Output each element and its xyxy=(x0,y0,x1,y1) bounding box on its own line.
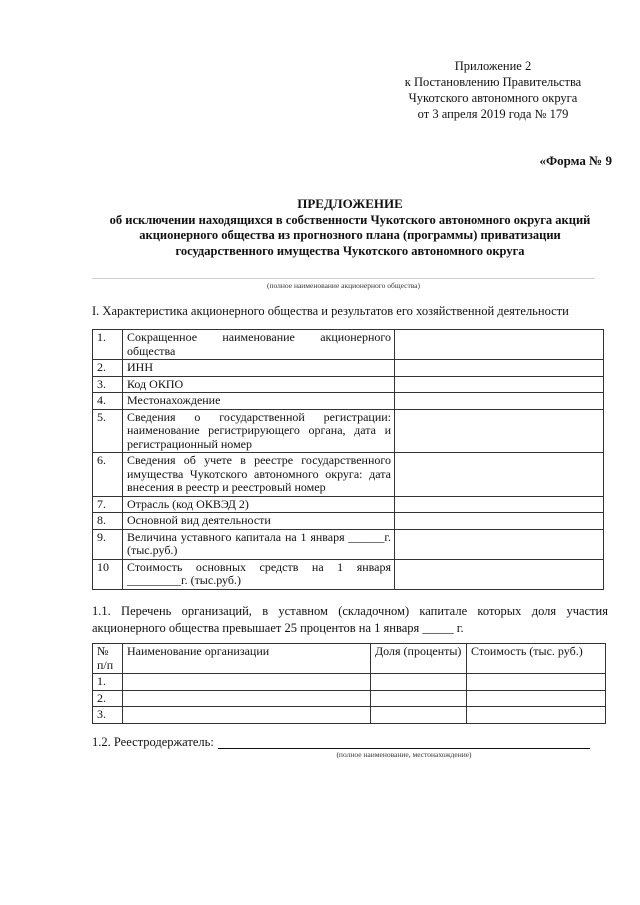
row-number: 8. xyxy=(93,513,123,530)
row-value-cell[interactable] xyxy=(395,376,604,393)
row-description: Отрасль (код ОКВЭД 2) xyxy=(123,496,395,513)
row-value-cell[interactable] xyxy=(395,409,604,453)
row-description: Сведения о государственной регистрации: наименование регистрирующего органа, дата и регистрационный номер xyxy=(123,409,395,453)
document-title xyxy=(80,196,620,259)
title-main: ПРЕДЛОЖЕНИЕ xyxy=(297,196,403,211)
header-share: Доля (проценты) xyxy=(371,644,467,674)
cost-cell[interactable] xyxy=(467,674,606,691)
header-num: № п/п xyxy=(93,644,123,674)
row-value-cell[interactable] xyxy=(395,393,604,410)
appendix-line: Чукотского автономного округа xyxy=(408,91,578,105)
share-cell[interactable] xyxy=(371,674,467,691)
row-description: Сокращенное наименование акционерного общества xyxy=(123,330,395,360)
table-row xyxy=(93,453,604,497)
title-line: акционерного общества из прогнозного плана (программы) приватизации xyxy=(139,228,561,242)
row-description: Основной вид деятельности xyxy=(123,513,395,530)
row-value-cell[interactable] xyxy=(395,529,604,559)
header-org: Наименование организации xyxy=(123,644,371,674)
cost-cell[interactable] xyxy=(467,707,606,724)
table-row xyxy=(93,559,604,589)
row-number: 4. xyxy=(93,393,123,410)
row-value-cell[interactable] xyxy=(395,453,604,497)
row-number: 6. xyxy=(93,453,123,497)
row-number: 1. xyxy=(93,330,123,360)
table-header-row xyxy=(93,644,606,674)
row-description: Стоимость основных средств на 1 января _________г. (тыс.руб.) xyxy=(123,559,395,589)
header-cost: Стоимость (тыс. руб.) xyxy=(467,644,606,674)
org-cell[interactable] xyxy=(123,674,371,691)
row-value-cell[interactable] xyxy=(395,330,604,360)
registrar-caption: (полное наименование, местонахождение) xyxy=(336,750,472,759)
section1-heading: I. Характеристика акционерного общества и результатов его хозяйственной деятельности xyxy=(92,304,569,318)
appendix-line: к Постановлению Правительства xyxy=(404,75,582,89)
row-number: 9. xyxy=(93,529,123,559)
form-number-label: «Форма № 9 xyxy=(539,153,612,168)
cost-cell[interactable] xyxy=(467,690,606,707)
table-row xyxy=(93,330,604,360)
share-cell[interactable] xyxy=(371,707,467,724)
row-description: ИНН xyxy=(123,360,395,377)
table-row xyxy=(93,674,606,691)
table-row xyxy=(93,496,604,513)
company-characteristics-table xyxy=(92,329,604,590)
company-name-caption: (полное наименование акционерного общества) xyxy=(266,281,420,290)
subsidiaries-table xyxy=(92,643,606,724)
row-number: 2. xyxy=(93,690,123,707)
table-row xyxy=(93,360,604,377)
row-number: 2. xyxy=(93,360,123,377)
table-row xyxy=(93,513,604,530)
row-number: 3. xyxy=(93,376,123,393)
row-description: Сведения об учете в реестре государственного имущества Чукотского автономного округа: дата внесения в реестр и реестровый номер xyxy=(123,453,395,497)
section11-text: 1.1. Перечень организаций, в уставном (складочном) капитале которых доля участия акционерного общества превышает 25 процентов на 1 января _____ г. xyxy=(92,604,608,635)
title-line: об исключении находящихся в собственности Чукотского автономного округа акций xyxy=(109,212,591,227)
row-number: 7. xyxy=(93,496,123,513)
appendix-line: от 3 апреля 2019 года № 179 xyxy=(417,107,569,121)
row-value-cell[interactable] xyxy=(395,496,604,513)
table-row xyxy=(93,376,604,393)
appendix-line: Приложение 2 xyxy=(454,59,532,73)
table-row xyxy=(93,393,604,410)
org-cell[interactable] xyxy=(123,707,371,724)
table-row xyxy=(93,690,606,707)
table-row xyxy=(93,529,604,559)
row-number: 10 xyxy=(93,559,123,589)
row-number: 3. xyxy=(93,707,123,724)
share-cell[interactable] xyxy=(371,690,467,707)
row-value-cell[interactable] xyxy=(395,559,604,589)
appendix-header xyxy=(378,58,608,122)
row-description: Код ОКПО xyxy=(123,376,395,393)
table-row xyxy=(93,707,606,724)
row-value-cell[interactable] xyxy=(395,513,604,530)
table-row xyxy=(93,409,604,453)
registrar-field[interactable] xyxy=(218,748,590,749)
row-number: 5. xyxy=(93,409,123,453)
row-number: 1. xyxy=(93,674,123,691)
row-description: Местонахождение xyxy=(123,393,395,410)
company-name-field[interactable] xyxy=(92,278,595,279)
title-line: государственного имущества Чукотского автономного округа xyxy=(175,243,525,258)
registrar-label: 1.2. Реестродержатель: xyxy=(92,735,214,749)
row-description: Величина уставного капитала на 1 января ______г. (тыс.руб.) xyxy=(123,529,395,559)
row-value-cell[interactable] xyxy=(395,360,604,377)
org-cell[interactable] xyxy=(123,690,371,707)
